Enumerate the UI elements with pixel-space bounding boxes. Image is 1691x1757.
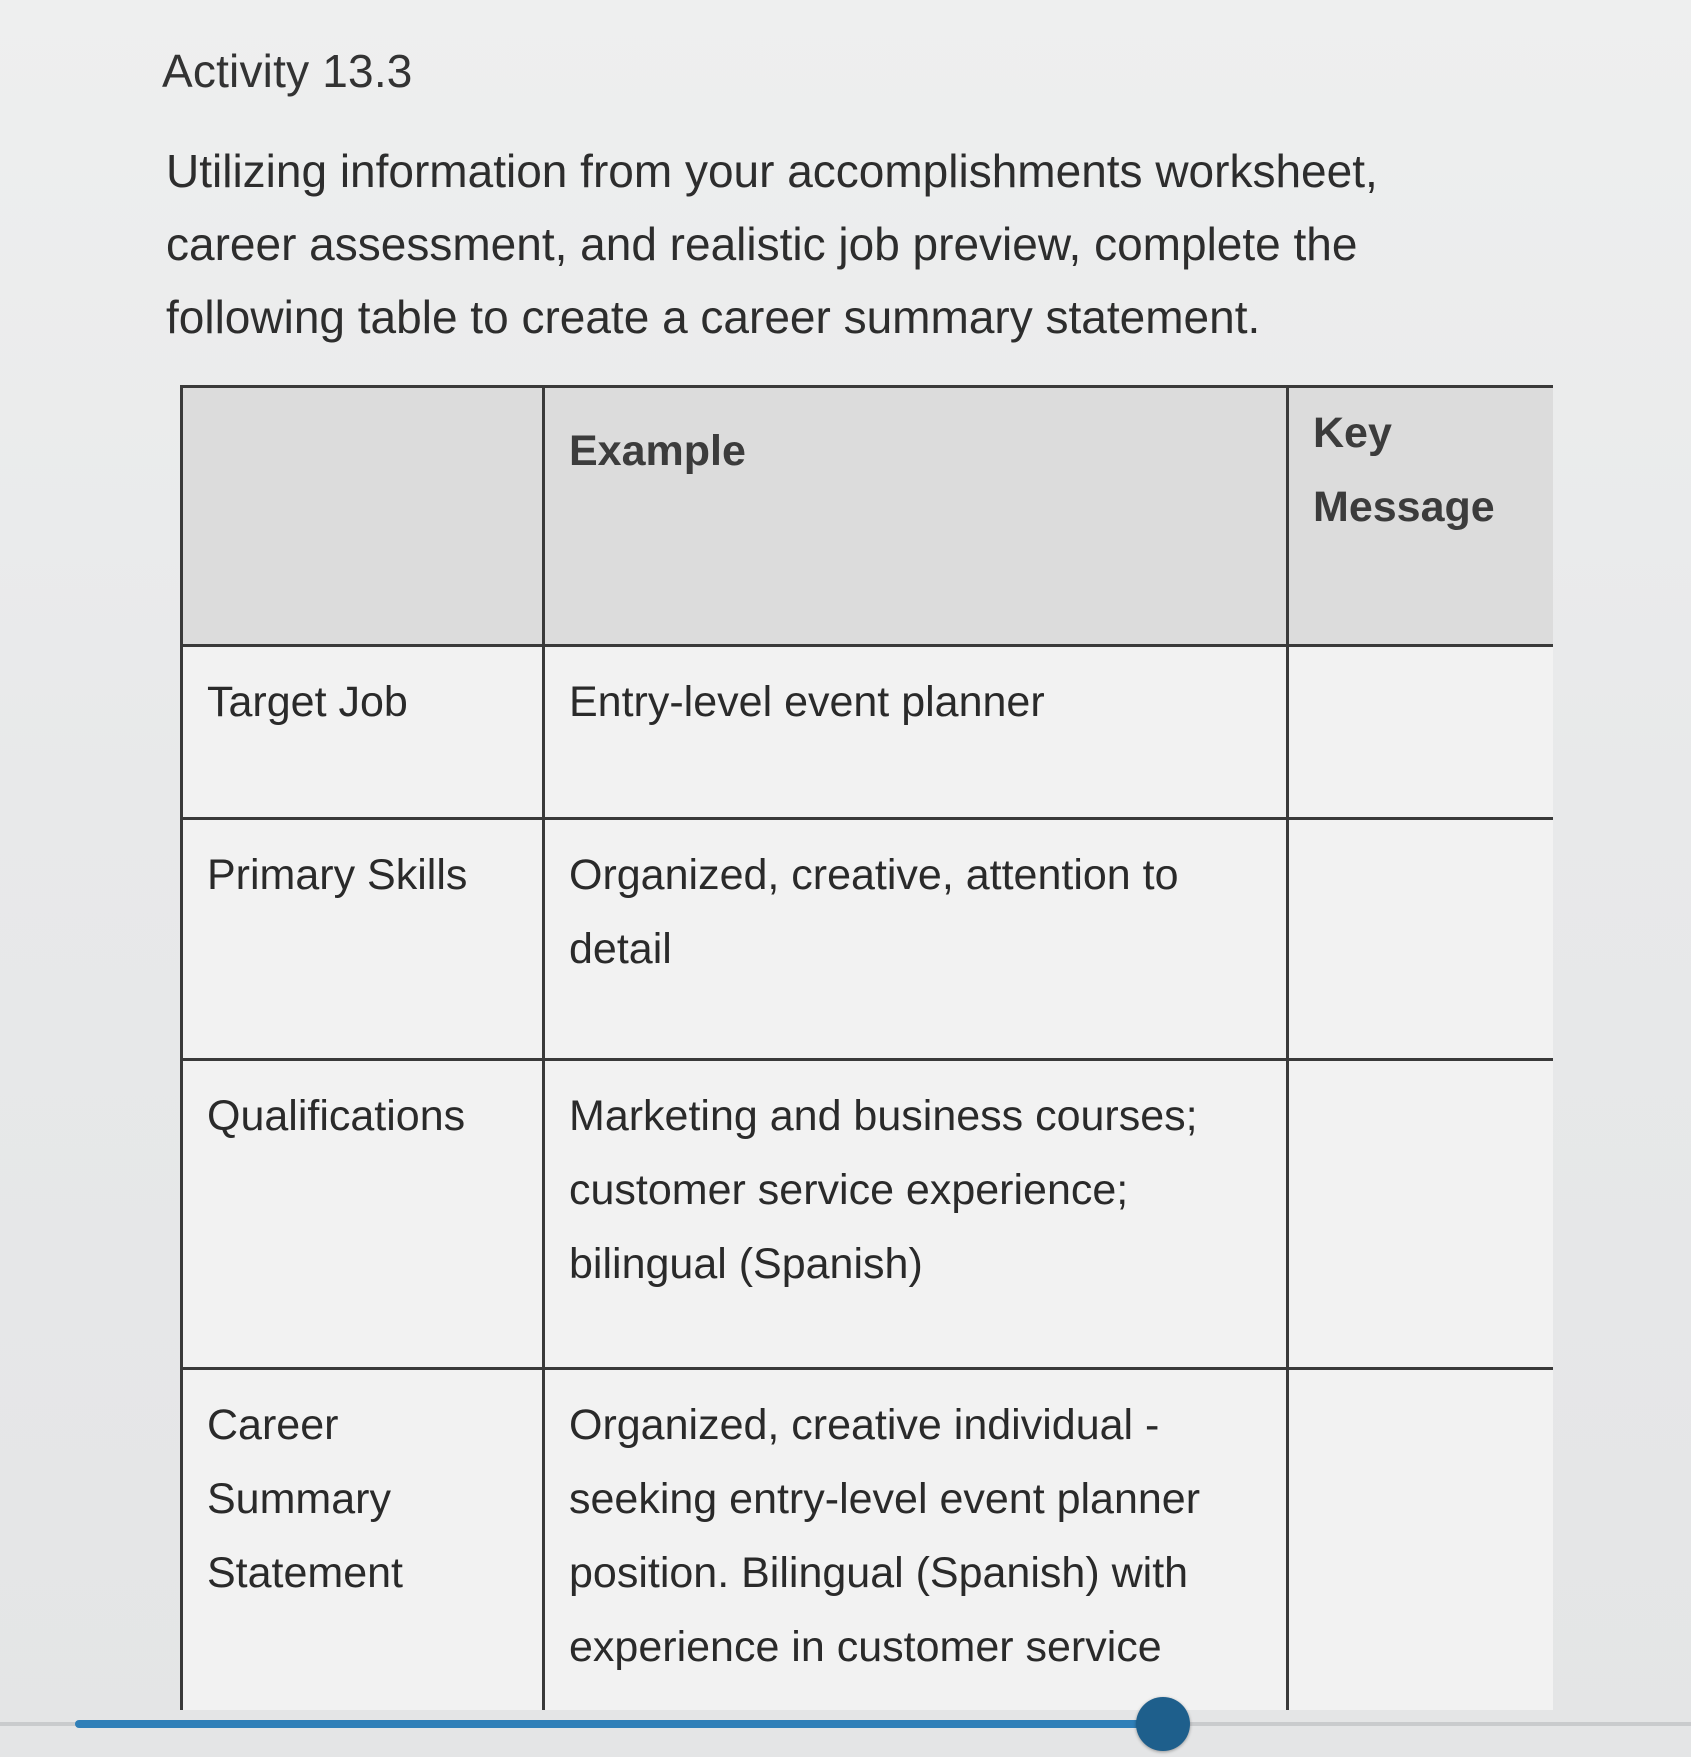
table-row <box>182 1369 1554 1711</box>
row-label: Qualifications <box>182 1060 544 1369</box>
row-example: Organized, creative individual - seeking entry-level event planner position. Bilingual (Spanish) with experience in customer service <box>544 1369 1288 1711</box>
row-key-message[interactable] <box>1288 1369 1554 1711</box>
progress-scrubber-knob[interactable] <box>1136 1697 1190 1751</box>
row-label: Career Summary Statement <box>182 1369 544 1711</box>
table-row <box>182 646 1554 819</box>
header-cell-key-message: Key Message <box>1288 387 1554 646</box>
progress-scrubber-fill <box>75 1720 1163 1728</box>
career-summary-table <box>180 385 1553 1710</box>
row-example: Organized, creative, attention to detail <box>544 819 1288 1060</box>
table-header-row <box>182 387 1554 646</box>
row-key-message[interactable] <box>1288 1060 1554 1369</box>
header-cell-example: Example <box>544 387 1288 646</box>
header-cell-empty <box>182 387 544 646</box>
row-key-message[interactable] <box>1288 819 1554 1060</box>
activity-title: Activity 13.3 <box>162 45 413 97</box>
instructions-paragraph: Utilizing information from your accomplishments worksheet, career assessment, and realistic job preview, complete the following table to create a career summary statement. <box>166 145 1378 343</box>
row-example: Marketing and business courses; customer service experience; bilingual (Spanish) <box>544 1060 1288 1369</box>
row-example: Entry-level event planner <box>544 646 1288 819</box>
table-row <box>182 819 1554 1060</box>
row-label: Primary Skills <box>182 819 544 1060</box>
table-row <box>182 1060 1554 1369</box>
career-summary-table-container <box>180 385 1553 1710</box>
row-key-message[interactable] <box>1288 646 1554 819</box>
row-label: Target Job <box>182 646 544 819</box>
